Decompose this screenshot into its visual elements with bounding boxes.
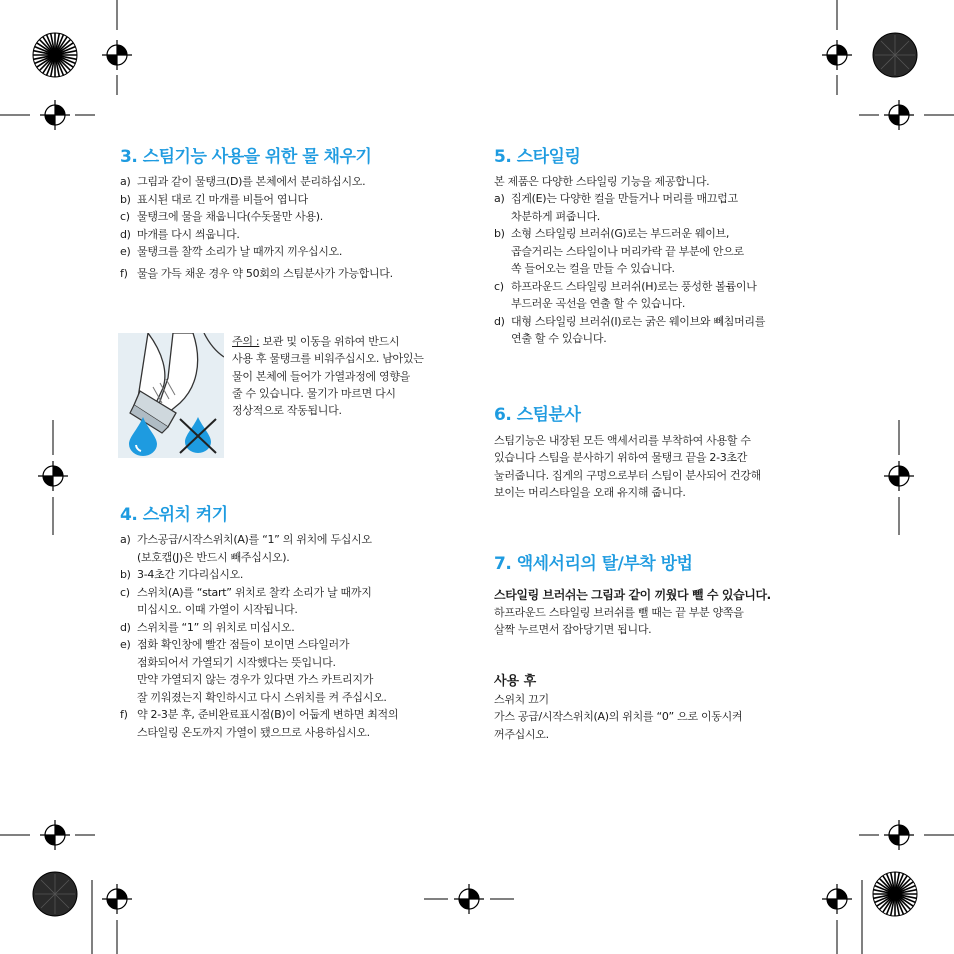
registration-mark-icon	[102, 884, 132, 914]
no-water-crossed-icon	[176, 415, 220, 455]
starburst-target-icon	[33, 33, 77, 77]
section-5-title: 5. 스타일링	[494, 147, 581, 167]
registration-mark-icon	[822, 40, 852, 70]
section-7-title: 7. 액세서리의 탈/부착 방법	[494, 554, 693, 574]
registration-mark-icon	[102, 40, 132, 70]
caution-note: 주의 : 보관 및 이동을 위하여 반드시 사용 후 물탱크를 비워주십시오. 남아있는 물이 본체에 들어가 가열과정에 영향을 줄 수 있습니다. 물기가 마르면 다시 정상적으로 작동됩니다.	[232, 335, 424, 418]
list-item: a) 집게(E)는 다양한 컬을 만들거나 머리를 매끄럽고 차분하게 펴줍니다.	[494, 192, 738, 223]
section-3-title: 3. 스팀기능 사용을 위한 물 채우기	[120, 147, 372, 167]
registration-mark-icon	[884, 820, 914, 850]
list-item: e) 물탱크를 찰깍 소리가 날 때까지 끼우십시오.	[120, 245, 343, 258]
registration-mark-icon	[822, 884, 852, 914]
section-4-list	[120, 531, 398, 741]
after-use: 사용 후 스위치 끄기 가스 공급/시작스위치(A)의 위치를 “0” 으로 이동시켜 꺼주십시오.	[494, 670, 742, 743]
section-3-list	[120, 173, 393, 282]
list-item: b) 3-4초간 기다리십시오.	[120, 568, 244, 581]
water-refill-illustration	[118, 333, 224, 458]
caution-label: 주의 :	[232, 335, 260, 348]
section-3	[120, 142, 371, 167]
section-5-body	[494, 173, 765, 348]
section-5	[494, 142, 580, 167]
registration-mark-icon	[884, 100, 914, 130]
section-6	[494, 400, 580, 425]
list-item: d) 스위치를 “1” 의 위치로 미십시오.	[120, 620, 295, 634]
after-use-subtitle: 스위치 끄기	[494, 693, 549, 706]
section-7-lead: 스타일링 브러쉬는 그림과 같이 끼웠다 뺄 수 있습니다.	[494, 588, 771, 602]
list-item: c) 스위치(A)를 “start” 위치로 찰칵 소리가 날 때까지 미십시오. 이때 가열이 시작됩니다.	[120, 585, 372, 616]
list-item: c) 하프라운드 스타일링 브러쉬(H)로는 풍성한 볼륨이나 부드러운 곡선을 연출 할 수 있습니다.	[494, 279, 757, 311]
list-item: a) 그림과 같이 물탱크(D)를 본체에서 분리하십시오.	[120, 175, 366, 188]
section-4	[120, 500, 228, 525]
water-drop-icon	[126, 415, 160, 457]
registration-mark-icon	[40, 820, 70, 850]
list-item: c) 물탱크에 물을 채웁니다(수돗물만 사용).	[120, 210, 323, 223]
list-item: d) 마개를 다시 씌웁니다.	[120, 227, 240, 241]
registration-mark-icon	[454, 884, 484, 914]
starburst-target-icon	[873, 33, 917, 77]
list-item: a) 가스공급/시작스위치(A)를 “1” 의 위치에 두십시오 (보호캡(J)은 반드시 빼주십시오).	[120, 533, 372, 564]
section-4-title: 4. 스위치 켜기	[120, 505, 228, 525]
list-item: b) 소형 스타일링 브러쉬(G)로는 부드러운 웨이브, 곱슬거리는 스타일이나 머리카락 끝 부분에 안으로 쏙 들어오는 컬을 만들 수 있습니다.	[494, 227, 744, 276]
section-5-intro: 본 제품은 다양한 스타일링 기능을 제공합니다.	[494, 175, 710, 188]
list-item: f) 물을 가득 채운 경우 약 50회의 스팀분사가 가능합니다.	[120, 266, 393, 280]
section-7-body: 스타일링 브러쉬는 그림과 같이 끼웠다 뺄 수 있습니다. 하프라운드 스타일링 브러쉬를 뺄 때는 끝 부분 양쪽을 살짝 누르면서 잡아당기면 됩니다.	[494, 588, 771, 637]
starburst-target-icon	[33, 872, 77, 916]
registration-mark-icon	[884, 461, 914, 491]
registration-mark-icon	[40, 100, 70, 130]
list-item: b) 표시된 대로 긴 마개를 비틀어 엽니다	[120, 192, 308, 206]
section-7	[494, 549, 692, 574]
list-item: e) 점화 확인창에 빨간 점들이 보이면 스타일러가 점화되어서 가열되기 시작했다는 뜻입니다. 만약 가열되지 않는 경우가 있다면 가스 카트리지가 잘 끼워졌는지 확인하시고 다시 스위치를 켜 주십시오.	[120, 638, 387, 704]
after-use-title: 사용 후	[494, 674, 537, 689]
section-6-title: 6. 스팀분사	[494, 405, 581, 425]
list-item: f) 약 2-3분 후, 준비완료표시점(B)이 어둡게 변하면 최적의 스타일링 온도까지 가열이 됐으므로 사용하십시오.	[120, 708, 399, 739]
list-item: d) 대형 스타일링 브러쉬(I)로는 굵은 웨이브와 뻬침머리를 연출 할 수 있습니다.	[494, 314, 766, 346]
starburst-target-icon	[873, 872, 917, 916]
registration-mark-icon	[38, 461, 68, 491]
section-6-body: 스팀기능은 내장된 모든 액세서리를 부착하여 사용할 수 있습니다 스팀을 분사하기 위하여 물탱크 끝을 2-3초간 눌러줍니다. 집게의 구멍으로부터 스팀이 분사되어 건강해 보이는 머리스타일을 오래 유지해 줍니다.	[494, 434, 762, 499]
